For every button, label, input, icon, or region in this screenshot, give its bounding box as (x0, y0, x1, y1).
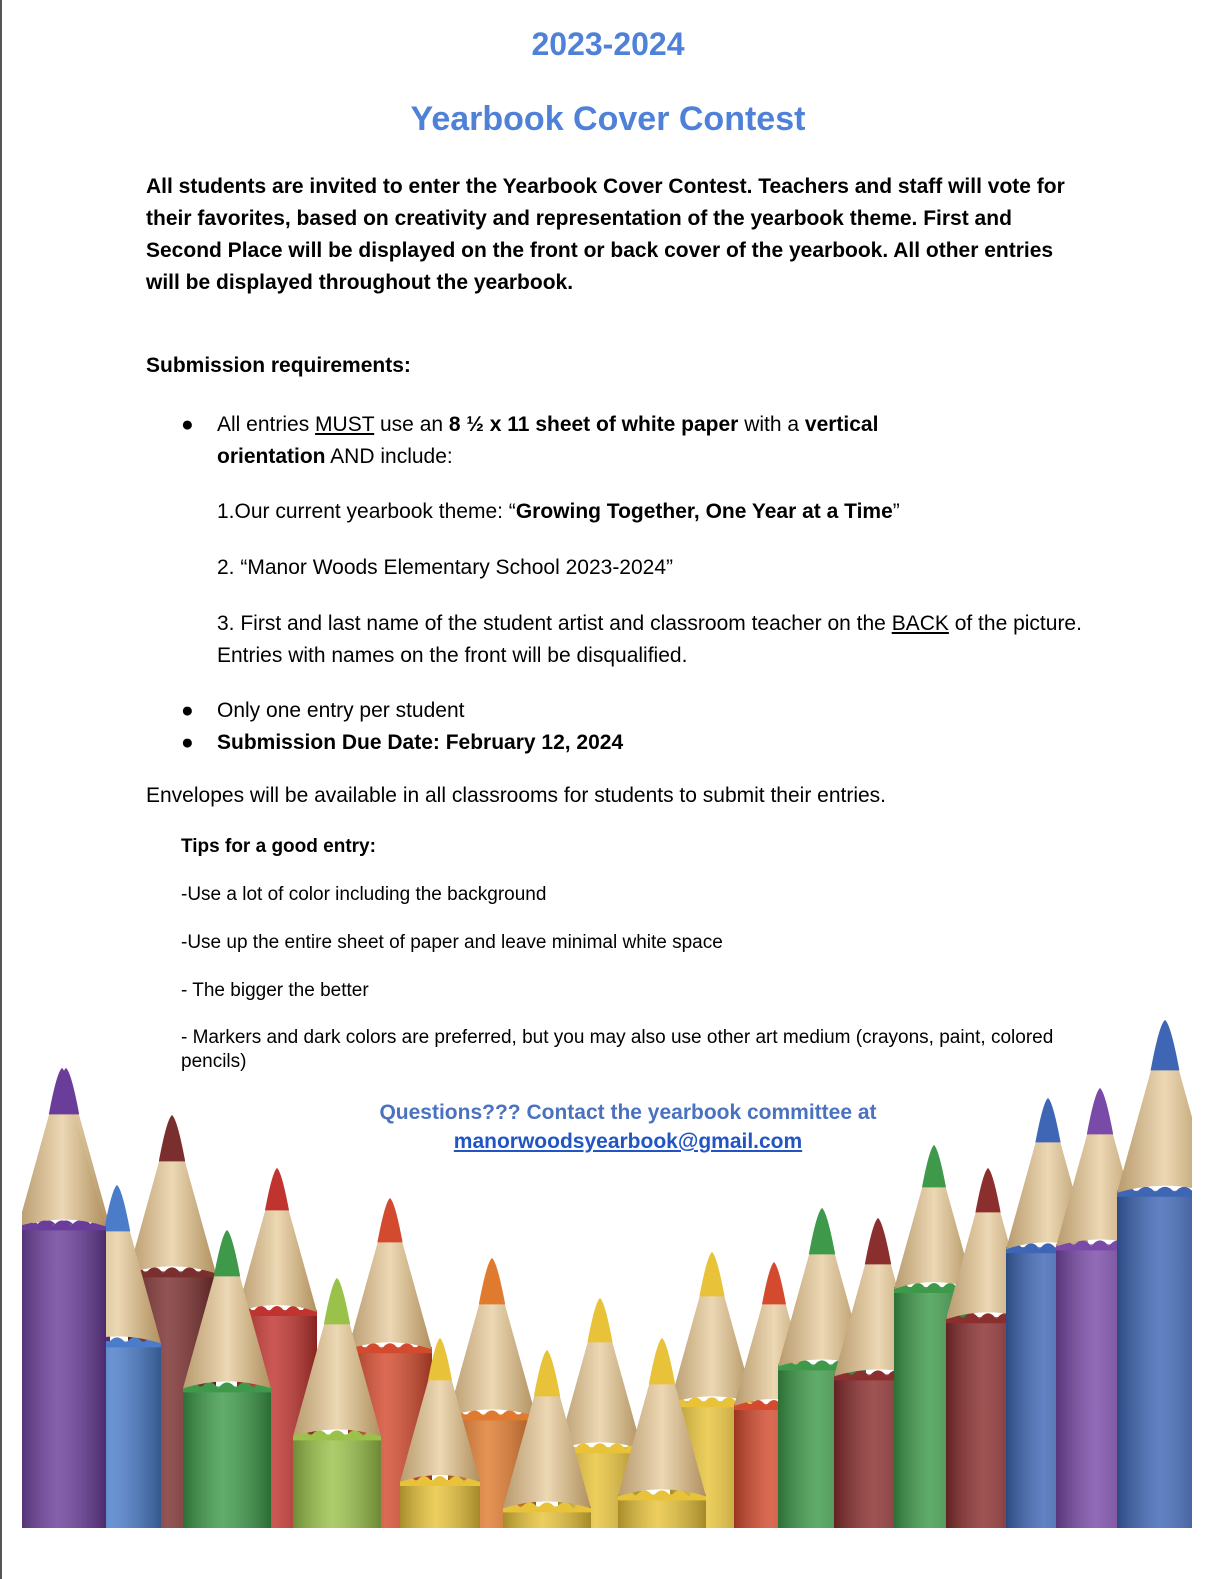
contact-section (0, 1098, 1216, 1156)
pencil-tip (534, 1350, 560, 1396)
email-link[interactable]: manorwoodsyearbook@gmail.com (453, 1130, 803, 1153)
pencil-body-shading (400, 1480, 480, 1528)
requirements-heading: Submission requirements: (146, 354, 411, 377)
contact-text: Questions??? Contact the yearbook committee at (379, 1101, 877, 1124)
pencil-tip (104, 1185, 130, 1231)
requirement-names-on-back: 3. First and last name of the student artist and classroom teacher on the BACK of the picture. Entries with names on the front will be disqualified. (217, 612, 1082, 667)
one-entry-text: Only one entry per student (217, 699, 465, 722)
tip-item: -Use a lot of color including the background (181, 884, 547, 905)
pencil-tip (865, 1218, 891, 1264)
pencil-wood (558, 1340, 642, 1449)
pencil-tip (649, 1338, 675, 1384)
due-date-text: Submission Due Date: February 12, 2024 (217, 731, 624, 754)
paper-requirement-text: All entries MUST use an 8 ½ x 11 sheet of white paper with a vertical orientation AND include: (217, 413, 879, 468)
requirement-school-name: 2. “Manor Woods Elementary School 2023-2024” (217, 556, 674, 579)
year-heading: 2023-2024 (531, 26, 685, 62)
pencil-wood (128, 1159, 216, 1273)
colored-pencils-illustration (22, 1020, 1192, 1528)
pencil-tip (975, 1168, 1000, 1212)
pencil-tip (587, 1298, 612, 1342)
pencil-tip (265, 1168, 289, 1210)
pencil-body-shading (293, 1434, 381, 1528)
pencil-body-shading (22, 1224, 106, 1528)
tip-item: -Use up the entire sheet of paper and leave minimal white space (181, 932, 723, 953)
tip-item: - Markers and dark colors are preferred, but you may also use other art medium (crayons, paint, colored pencils) (181, 1027, 1054, 1072)
bullet-dot: ● (181, 699, 194, 722)
pencil-body-shading (1117, 1191, 1192, 1528)
pencil-wood (237, 1208, 317, 1312)
page-edge (0, 0, 2, 1579)
pencil-tip (699, 1252, 724, 1296)
requirement-theme: 1.Our current yearbook theme: “Growing Together, One Year at a Time” (217, 500, 900, 523)
tip-item: - The bigger the better (181, 980, 369, 1001)
pencil-tip (377, 1198, 402, 1242)
pencil-tip (479, 1258, 505, 1304)
intro-paragraph: All students are invited to enter the Yearbook Cover Contest. Teachers and staff will vote for their favorites, based on creativity and representation of the yearbook theme. First and Second Place will be displayed on the front or back cover of the yearbook. All other entries will be displayed throughout the yearbook. (146, 175, 1065, 294)
contest-title: Yearbook Cover Contest (410, 100, 806, 138)
pencil-tip (809, 1208, 835, 1254)
pencil-tip (214, 1230, 240, 1276)
pencil-tip (1151, 1020, 1180, 1070)
pencil-body-shading (183, 1386, 271, 1528)
pencil-wood (448, 1302, 536, 1416)
bullet-dot: ● (181, 731, 194, 754)
pencil-tip (324, 1278, 350, 1324)
bullet-dot: ● (181, 413, 194, 436)
pencil-tip (762, 1262, 786, 1304)
tips-heading: Tips for a good entry: (181, 836, 376, 857)
pencil-wood (348, 1240, 432, 1349)
envelopes-note: Envelopes will be available in all classrooms for students to submit their entries. (146, 784, 887, 807)
